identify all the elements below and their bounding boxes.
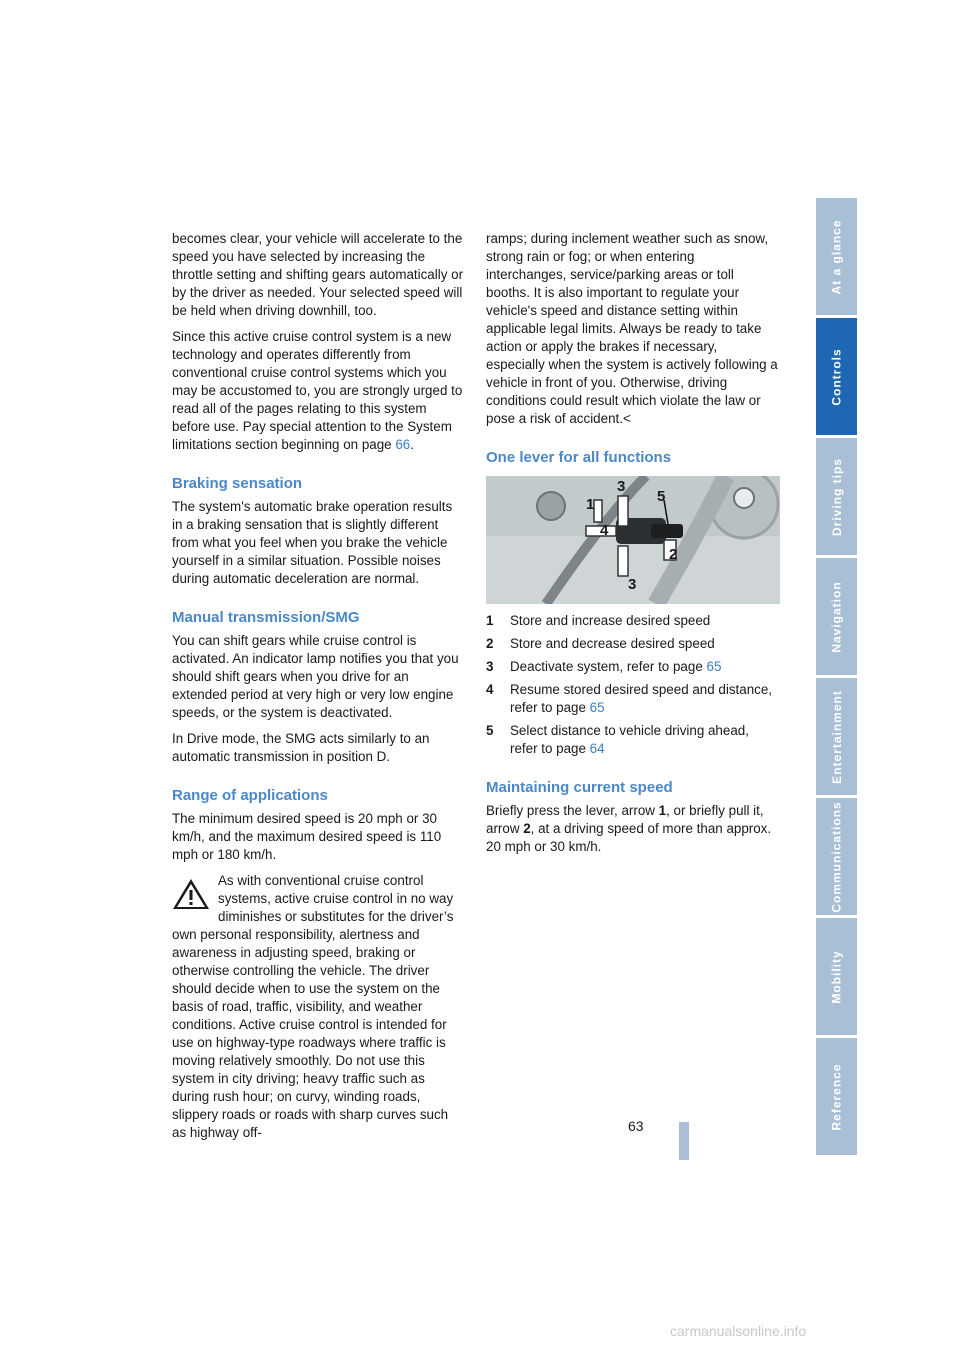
warning-triangle-icon [172,878,210,910]
chapter-tabs [816,198,857,1158]
tab-label: Reference [829,1062,844,1131]
list-item [486,612,778,630]
tab-label: Navigation [829,580,844,653]
right-column [486,230,778,864]
figure-label: 2 [669,546,678,563]
tab-label: Controls [829,347,844,406]
tab-controls[interactable] [816,318,857,435]
paragraph-text: Since this active cruise control system is a new technology and operates differently from conventional cruise control systems which you may be accustomed to, you are strongly urged to read all of the pages relating to this system before use. Pay special attention to the System limitations section beginning on page [172,329,463,452]
lever-figure [486,476,780,604]
section-heading-lever: One lever for all functions [486,449,672,466]
section-heading-braking: Braking sensation [172,475,303,492]
tab-mobility[interactable] [816,918,857,1035]
paragraph: The minimum desired speed is 20 mph or 30 km/h, and the maximum desired speed is 110 mph or 180 km/h. [172,811,442,862]
tab-label: At a glance [829,218,844,295]
paragraph-text: ramps; during inclement weather such as snow, strong rain or fog; or when entering interchanges, service/parking areas or toll booths. It is also important to regulate your vehicle's speed and distance setting within applicable legal limits. Always be ready to take action or apply the brakes if necessary, especially when the system is actively following a vehicle in front of you. Otherwise, driving conditions could result which violate the law or pose a risk of accident. [486,231,778,426]
list-number: 3 [486,659,494,674]
tab-driving-tips[interactable] [816,438,857,555]
list-item [486,722,778,758]
list-text: Store and increase desired speed [510,613,711,628]
list-number: 4 [486,682,494,697]
figure-label: 3 [617,478,626,495]
tab-navigation[interactable] [816,558,857,675]
tab-reference[interactable] [816,1038,857,1155]
paragraph-end: . [410,437,414,452]
page-link[interactable]: 65 [706,659,722,674]
section-heading-manual: Manual transmission/SMG [172,609,360,626]
list-number: 2 [486,636,494,651]
arrow-number: 2 [523,821,531,836]
paragraph [486,230,778,428]
tab-label: Mobility [829,949,844,1004]
tab-communications[interactable] [816,798,857,915]
section-heading-maintain: Maintaining current speed [486,779,673,796]
list-number: 5 [486,723,494,738]
warning-block [172,872,464,1142]
paragraph [486,802,778,856]
figure-label: 1 [586,496,595,513]
tab-at-a-glance[interactable] [816,198,857,315]
list-item [486,681,778,717]
tab-label: Driving tips [829,457,844,536]
paragraph-text: , at a driving speed of more than approx. 20 mph or 30 km/h. [486,821,772,854]
function-list [486,612,778,758]
figure-label: 4 [600,522,609,539]
paragraph: The system's automatic brake operation results in a braking sensation that is slightly different from what you feel when you brake the vehicle yourself in a similar situation. Possible noises during automatic deceleration are normal. [172,499,453,586]
page-link[interactable]: 65 [589,700,605,715]
list-text: Store and decrease desired speed [510,636,715,651]
paragraph-text: Briefly press the lever, arrow [486,803,659,818]
paragraph: In Drive mode, the SMG acts similarly to an automatic transmission in position D. [172,731,430,764]
paragraph [172,328,464,454]
tab-label: Entertainment [829,689,844,784]
page-link[interactable]: 66 [395,437,411,452]
tab-label: Communications [829,800,844,913]
section-heading-range: Range of applications [172,787,328,804]
page-link[interactable]: 64 [589,741,605,756]
warning-text: As with conventional cruise control systems, active cruise control in no way diminishes or substitutes for the driver’s own personal responsibility, alertness and awareness in adjusting speed, braking or otherwise controlling the vehicle. The driver should decide when to use the system on the basis of road, traffic, visibility, and weather conditions. Active cruise control is intended for use on highway-type roadways where traffic is moving relatively smoothly. Do not use this system in city driving; heavy traffic such as during rush hour; on curvy, winding roads, slippery roads or roads with sharp curves such as highway off- [172,873,454,1140]
list-text: Select distance to vehicle driving ahead, refer to page [510,723,749,756]
figure-label: 3 [628,576,637,593]
tab-entertainment[interactable] [816,678,857,795]
list-number: 1 [486,613,494,628]
page-number: 63 [628,1118,644,1134]
paragraph: becomes clear, your vehicle will accelerate to the speed you have selected by increasing the throttle setting and shifting gears automatically or by the driver as needed. Your selected speed will be held when driving downhill, too. [172,231,464,318]
list-item [486,658,778,676]
paragraph-text: , or briefly pull it, arrow [486,803,764,836]
left-column [172,230,464,1150]
page-marker [679,1122,689,1160]
end-mark: < [622,411,631,426]
list-text: Deactivate system, refer to page [510,659,707,674]
paragraph: You can shift gears while cruise control is activated. An indicator lamp notifies you that you should shift gears when you drive for an extended period at very high or very low engine speeds, or the system is deactivated. [172,633,459,720]
list-text: Resume stored desired speed and distance, refer to page [510,682,773,715]
figure-label: 5 [657,488,666,505]
arrow-number: 1 [658,803,667,818]
watermark: carmanualsonline.info [670,1323,807,1339]
list-item [486,635,778,653]
